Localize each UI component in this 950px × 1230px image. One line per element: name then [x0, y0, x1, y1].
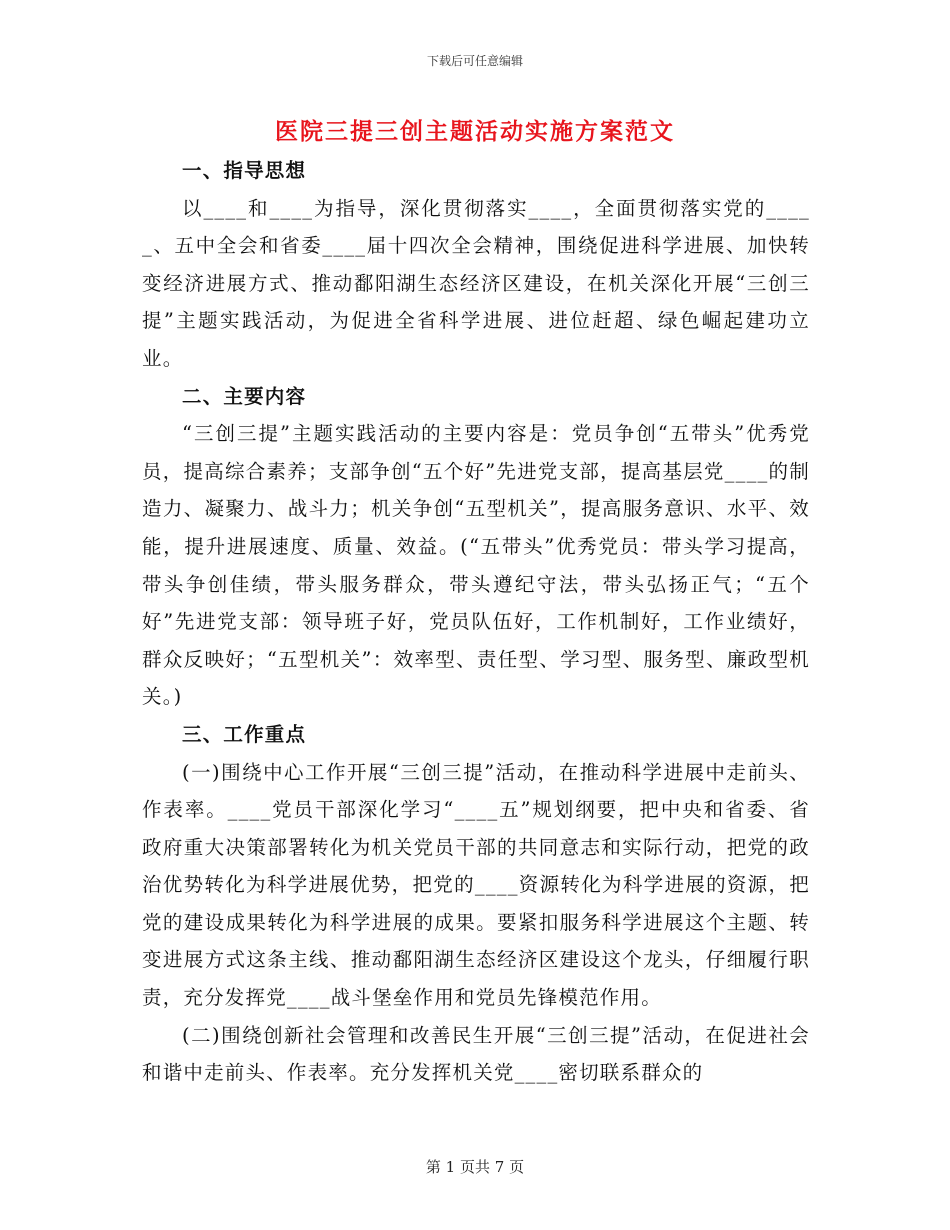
page-footer: 第 1 页共 7 页 — [425, 1158, 525, 1176]
section-heading-main-content: 二、主要内容 — [182, 384, 307, 408]
document-title: 医院三提三创主题活动实施方案范文 — [275, 118, 675, 145]
paragraph-work-focus-2: (二)围绕创新社会管理和改善民生开展“三创三提”活动，在促进社会和谐中走前头、作表率。充分发挥机关党____密切联系群众的 — [142, 1023, 810, 1085]
paragraph-work-focus-1: (一)围绕中心工作开展“三创三提”活动，在推动科学进展中走前头、作表率。____党员干部深化学习“____五”规划纲要，把中央和省委、省政府重大决策部署转化为机关党员干部的共同意志和实际行动，把党的政治优势转化为科学进展优势，把党的____资源转化为科学进展的资源，把党的建设成果转化为科学进展的成果。要紧扣服务科学进展这个主题、转变进展方式这条主线、推动鄱阳湖生态经济区建设这个龙头，仔细履行职责，充分发挥党____战斗堡垒作用和党员先锋模范作用。 — [142, 760, 810, 1010]
section-heading-work-focus: 三、工作重点 — [182, 722, 307, 746]
document-body — [142, 152, 810, 1092]
header-note: 下载后可任意编辑 — [426, 54, 523, 68]
section-heading-guiding-ideology: 一、指导思想 — [182, 159, 307, 182]
paragraph-guiding-ideology: 以____和____为指导，深化贯彻落实____，全面贯彻落实党的_____、五中全会和省委____届十四次全会精神，围绕促进科学进展、加快转变经济进展方式、推动鄱阳湖生态经济区建设，在机关深化开展“三创三提”主题实践活动，为促进全省科学进展、进位赶超、绿色崛起建功立业。 — [142, 196, 810, 370]
paragraph-main-content: “三创三提”主题实践活动的主要内容是：党员争创“五带头”优秀党员，提高综合素养；支部争创“五个好”先进党支部，提高基层党____的制造力、凝聚力、战斗力；机关争创“五型机关”，提高服务意识、水平、效能，提升进展速度、质量、效益。(“五带头”优秀党员：带头学习提高，带头争创佳绩，带头服务群众，带头遵纪守法，带头弘扬正气；“五个好”先进党支部：领导班子好，党员队伍好，工作机制好，工作业绩好，群众反映好；“五型机关”：效率型、责任型、学习型、服务型、廉政型机关。) — [142, 422, 810, 709]
